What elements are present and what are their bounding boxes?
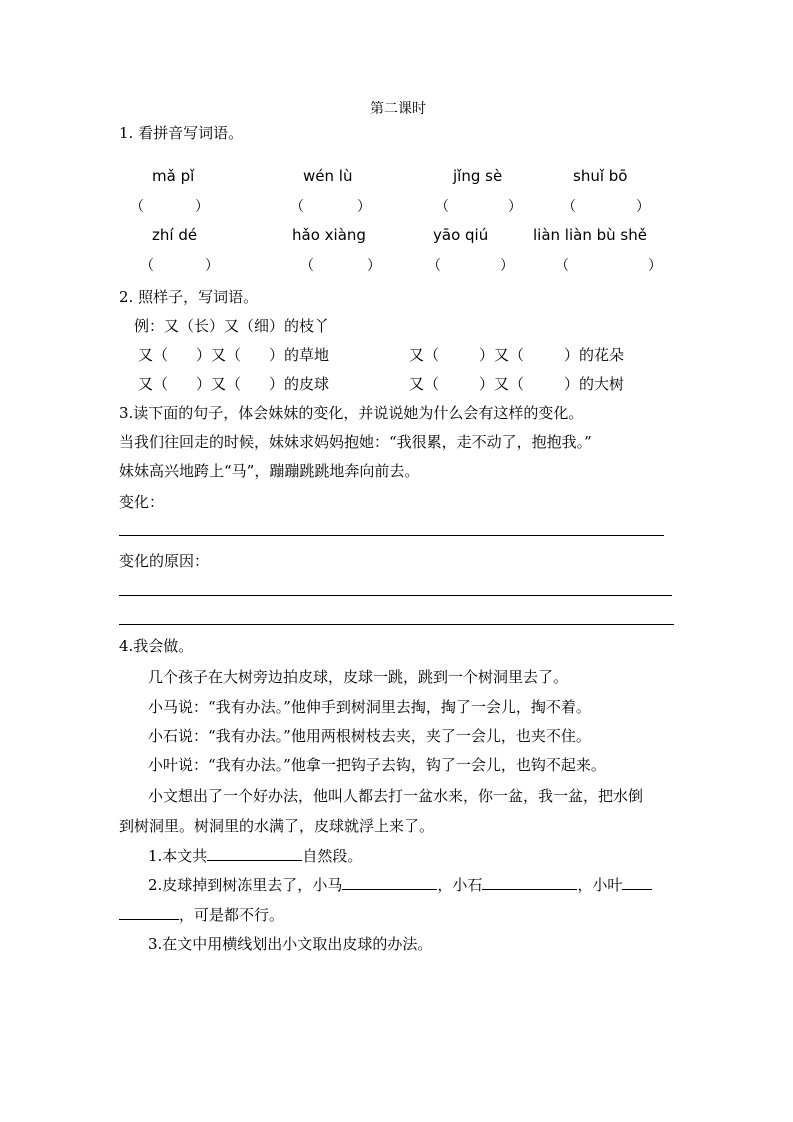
pinyin-ma-pi: mǎ pǐ xyxy=(152,167,195,185)
paren-open: （ xyxy=(300,258,314,274)
q4-heading: 4.我会做。 xyxy=(119,637,194,655)
paren-open: （ xyxy=(140,258,154,274)
blank-line xyxy=(119,904,179,920)
paren-close: ） xyxy=(195,199,209,215)
pinyin-zhi-de: zhí dé xyxy=(152,226,198,244)
blank-line xyxy=(207,845,302,861)
paren-open: （ xyxy=(290,199,304,215)
q4-sub-2: 2.皮球掉到树冻里去了，小马 ，小石 ，小叶 xyxy=(148,874,652,895)
q3-change-label: 变化： xyxy=(119,493,165,511)
paren-close: ） xyxy=(500,258,514,274)
q2-item-tree: 又（ ）又（ ）的大树 xyxy=(409,375,625,393)
paren-close: ） xyxy=(205,258,219,274)
pinyin-hao-xiang: hǎo xiàng xyxy=(292,226,366,244)
blank-line xyxy=(482,874,577,890)
pinyin-lian-lian-bu-she: liàn liàn bù shě xyxy=(533,226,647,244)
q3-reason-label: 变化的原因： xyxy=(119,552,210,570)
paren-open: （ xyxy=(130,199,144,215)
q4-paragraph-3: 小石说：“我有办法。”他用两根树枝去夹，夹了一会儿，也夹不住。 xyxy=(148,727,591,745)
paren-open: （ xyxy=(427,258,441,274)
q4-sub-2-cont: ，可是都不行。 xyxy=(119,904,284,925)
q1-heading: 1. 看拼音写词语。 xyxy=(119,124,244,142)
page-title: 第二课时 xyxy=(370,101,426,117)
paren-close: ） xyxy=(367,258,381,274)
q2-item-grass: 又（ ）又（ ）的草地 xyxy=(138,346,330,364)
q4-paragraph-5: 小文想出了一个好办法，他叫人都去打一盆水来，你一盆，我一盆，把水倒 xyxy=(148,787,644,805)
q4-sub-1: 1.本文共 自然段。 xyxy=(148,847,363,865)
q4-paragraph-4: 小叶说：“我有办法。”他拿一把钩子去钩，钩了一会儿，也钩不起来。 xyxy=(148,756,606,774)
q2-item-flower: 又（ ）又（ ）的花朵 xyxy=(409,346,625,364)
q3-sentence-1: 当我们往回走的时候，妹妹求妈妈抱她：“我很累，走不动了，抱抱我。” xyxy=(119,433,592,451)
q3-heading: 3.读下面的句子，体会妹妹的变化，并说说她为什么会有这样的变化。 xyxy=(119,404,584,422)
answer-line xyxy=(119,535,664,536)
paren-close: ） xyxy=(357,199,371,215)
q4-paragraph-2: 小马说：“我有办法。”他伸手到树洞里去掏，掏了一会儿，掏不着。 xyxy=(148,698,591,716)
q4-paragraph-5-cont: 到树洞里。树洞里的水满了，皮球就浮上来了。 xyxy=(119,817,435,835)
pinyin-jing-se: jǐng sè xyxy=(453,167,503,185)
blank-line xyxy=(342,874,437,890)
paren-close: ） xyxy=(648,258,662,274)
blank-line xyxy=(622,874,652,890)
pinyin-wen-lu: wén lù xyxy=(303,167,353,185)
pinyin-shui-bo: shuǐ bō xyxy=(573,167,628,185)
paren-open: （ xyxy=(435,199,449,215)
q2-heading: 2. 照样子，写词语。 xyxy=(119,288,259,306)
paren-open: （ xyxy=(562,199,576,215)
q4-sub-3: 3.在文中用横线划出小文取出皮球的办法。 xyxy=(148,935,433,953)
q2-item-ball: 又（ ）又（ ）的皮球 xyxy=(138,375,330,393)
pinyin-yao-qiu: yāo qiú xyxy=(433,226,489,244)
q4-paragraph-1: 几个孩子在大树旁边拍皮球，皮球一跳，跳到一个树洞里去了。 xyxy=(148,668,569,686)
answer-line xyxy=(119,595,672,596)
q2-example: 例：又（长）又（细）的枝丫 xyxy=(134,317,330,335)
paren-open: （ xyxy=(555,258,569,274)
q3-sentence-2: 妹妹高兴地跨上“马”，蹦蹦跳跳地奔向前去。 xyxy=(119,462,420,480)
answer-line xyxy=(119,624,674,625)
paren-close: ） xyxy=(636,199,650,215)
paren-close: ） xyxy=(508,199,522,215)
